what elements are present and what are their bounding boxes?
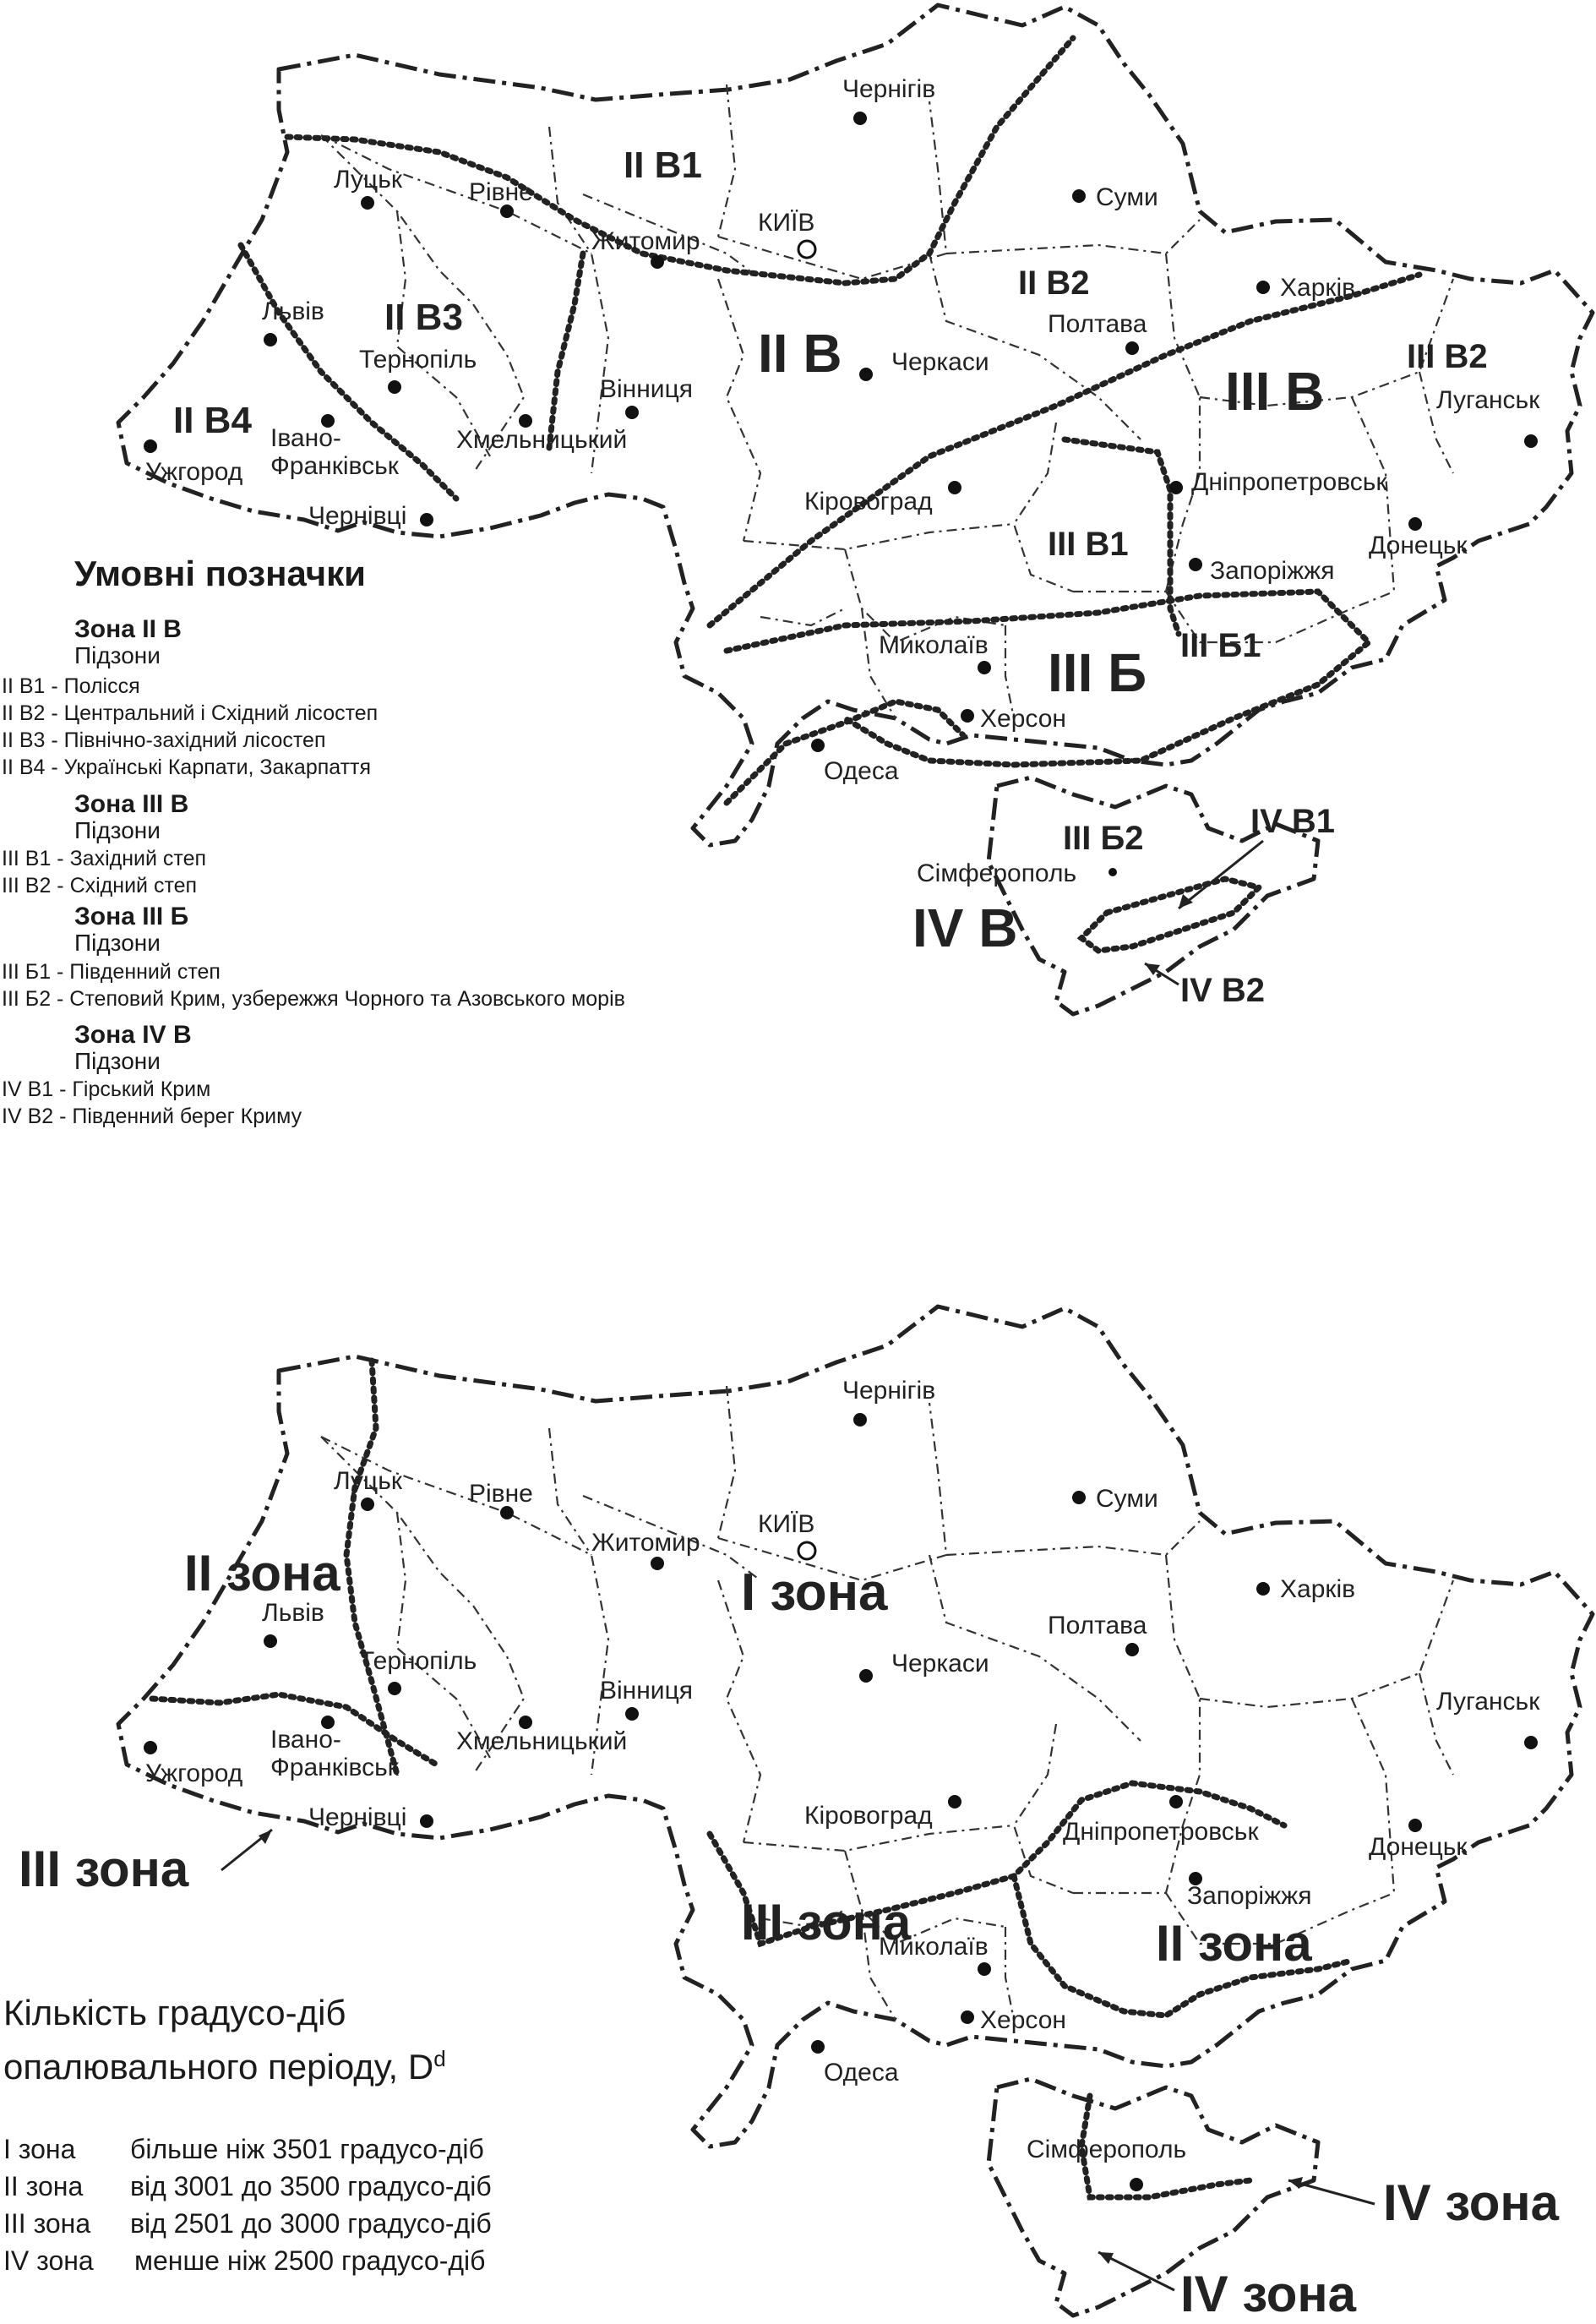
legend-subzones-heading: Підзони [74,817,161,843]
city-dot [948,1795,961,1808]
legend-range: більше ніж 3501 градусо-діб [130,2134,484,2164]
legend-item: II В4 - Українські Карпати, Закарпаття [2,756,372,779]
city-label: Львів [262,1599,324,1627]
city-label: Чернігів [842,75,936,103]
city-label: Вінниця [600,1677,693,1705]
zone-label: IV В2 [1180,972,1266,1009]
legend-range: від 3001 до 3500 градусо-діб [130,2171,492,2201]
city-dot [1524,1736,1538,1749]
city-label: Запоріжжя [1210,557,1335,585]
city-label: Миколаїв [879,1933,989,1961]
city-label: Суми [1096,1485,1158,1513]
legend-item: III Б2 - Степовий Крим, узбережжя Чорного та Азовського морів [2,987,625,1011]
city-label: Ужгород [145,1759,243,1787]
legend-item: IV В2 - Південний берег Криму [2,1105,302,1128]
city-dot [388,1682,401,1695]
city-dot [1125,1643,1139,1656]
city-label: Ужгород [145,458,243,486]
city-label: Донецьк [1369,532,1468,559]
city-dot [1108,868,1117,876]
city-label: Кіровоград [804,488,933,516]
legend-zone: III зона [3,2208,91,2239]
city-label: Тернопіль [359,1647,477,1675]
city-dot [948,481,961,494]
zone-label: III Б2 [1063,820,1144,857]
city-label: Херсон [980,705,1066,733]
city-label: Черкаси [891,1650,989,1678]
city-dot [651,1557,664,1570]
legend-title-line2 [3,2036,446,2090]
city-label: Суми [1096,183,1158,211]
city-dot [420,1814,433,1828]
city-label: Львів [262,297,324,325]
city-dot [1256,281,1270,294]
city-dot [811,739,825,752]
city-dot [961,709,974,723]
city-label: Чернігів [842,1377,936,1405]
city-label: Херсон [980,2006,1066,2034]
city-label: Одеса [824,757,899,785]
city-dot [651,255,664,269]
city-label: КИЇВ [758,1510,815,1538]
legend-zone-heading: Зона III В [74,790,189,818]
city-label: Чернівці [308,502,407,530]
zone-label: IV В1 [1250,803,1336,840]
zone-label: IV зона [1383,2174,1559,2231]
legend-title: Кількість градусо-діб [3,1993,346,2032]
city-label: Луцьк [334,166,402,194]
zone-label: II В [758,323,842,384]
city-dot [264,333,277,346]
legend-item: III В2 - Східний степ [2,874,198,897]
city-label: Рівне [469,178,533,206]
city-dot [1189,558,1202,571]
zone-label: III зона [19,1841,189,1897]
legend-zone-heading: Зона III Б [74,903,189,930]
city-dot [1072,189,1086,203]
zone-label: III зона [741,1894,912,1950]
zone-label: IV зона [1180,2266,1356,2322]
zone-label: III В [1225,361,1325,422]
city-label: Запоріжжя [1187,1882,1312,1910]
city-dot [1524,434,1538,448]
zone-label: IV В [912,897,1018,958]
zone-label: II В3 [384,297,463,338]
city-dot [859,1669,873,1683]
zone-label: III В2 [1407,338,1488,375]
city-dot [1072,1491,1086,1504]
legend-range: від 2501 до 3000 градусо-діб [130,2208,492,2239]
legend-subzones-heading: Підзони [74,930,161,956]
city-label: Полтава [1048,310,1147,338]
city-label: Сімферополь [917,859,1077,887]
city-dot [961,2010,974,2024]
zone-label: III Б [1048,642,1147,703]
city-dot [1169,481,1183,494]
zone-label: III В1 [1048,526,1129,563]
city-dot [144,1741,157,1754]
city-dot [1125,341,1139,355]
zone-label: II В1 [624,145,702,186]
city-label: Житомир [591,1529,700,1557]
city-label: Тернопіль [359,346,477,374]
city-dot [625,1707,639,1721]
zone-label: II В2 [1018,265,1090,302]
city-label: Івано-Франківськ [270,424,399,480]
legend-zone: I зона [3,2134,76,2164]
city-dot [853,112,867,125]
legend-zone-heading: Зона IV В [74,1021,192,1049]
legend-item: III Б1 - Південний степ [2,960,221,984]
city-label: Івано-Франківськ [270,1726,399,1781]
capital-marker [798,1542,815,1559]
city-label: Луганськ [1436,386,1540,414]
city-dot [1408,1819,1422,1832]
city-label: Вінниця [600,375,693,403]
city-dot [1256,1582,1270,1596]
legend-zone-heading: Зона II В [74,615,182,643]
legend-subzones-heading: Підзони [74,1048,161,1074]
zone-label: III Б1 [1180,627,1261,664]
legend-item: II В1 - Полісся [2,674,140,698]
legend-title-text: опалювального періоду, D [3,2047,434,2087]
city-dot [859,368,873,381]
city-label: Дніпропетровськ [1191,468,1387,496]
city-label: Миколаїв [879,631,989,659]
city-label: Харків [1280,274,1356,302]
zone-label: I зона [741,1563,888,1622]
city-label: Харків [1280,1575,1356,1603]
city-label: Донецьк [1369,1833,1468,1861]
legend-title-subscript: d [433,2046,446,2071]
city-label: Одеса [824,2059,899,2087]
city-label: Сімферополь [1027,2136,1187,2163]
city-dot [500,1506,514,1519]
city-dot [361,196,374,210]
legend-item: II В3 - Північно-західний лісостеп [2,728,326,752]
zone-label: II зона [184,1545,340,1601]
zone-label: II зона [1156,1915,1312,1972]
zone-arrows [1145,841,1263,985]
city-dot [361,1498,374,1511]
zone-label: II В4 [173,400,252,441]
city-label: Луцьк [334,1467,402,1495]
city-label: Рівне [469,1480,533,1508]
city-dot [978,1962,991,1976]
legend-item: III В1 - Західний степ [2,847,207,870]
city-dot [144,439,157,453]
city-label: Кіровоград [804,1802,933,1830]
city-label: Дніпропетровськ [1063,1818,1259,1846]
city-dot [1130,2178,1143,2191]
legend-item: IV В1 - Гірський Крим [2,1077,211,1101]
zone-labels [19,1545,1560,2322]
city-dot [978,661,991,674]
city-dot [420,513,433,526]
city-dot [625,406,639,419]
city-dot [811,2040,825,2054]
city-dot [853,1413,867,1427]
city-label: Полтава [1048,1612,1147,1639]
city-dot [500,205,514,218]
legend-item: II В2 - Центральний і Східний лісостеп [2,701,379,725]
city-label: Хмельницький [456,1727,628,1755]
city-dot [1408,517,1422,531]
city-dot [388,380,401,394]
city-label: Чернівці [308,1803,407,1831]
city-dot [264,1634,277,1648]
city-label: КИЇВ [758,209,815,237]
legend-range: менше ніж 2500 градусо-діб [134,2245,486,2276]
capital-marker [798,241,815,258]
legend-subzones-heading: Підзони [74,642,161,668]
legend-zone: IV зона [3,2245,94,2276]
city-label: Житомир [591,227,700,255]
legend-zone: II зона [3,2171,84,2201]
city-label: Хмельницький [456,426,628,454]
city-dot [1169,1795,1183,1808]
city-label: Черкаси [891,348,989,376]
legend-title: Умовні позначки [74,554,366,593]
city-label: Луганськ [1436,1688,1540,1716]
